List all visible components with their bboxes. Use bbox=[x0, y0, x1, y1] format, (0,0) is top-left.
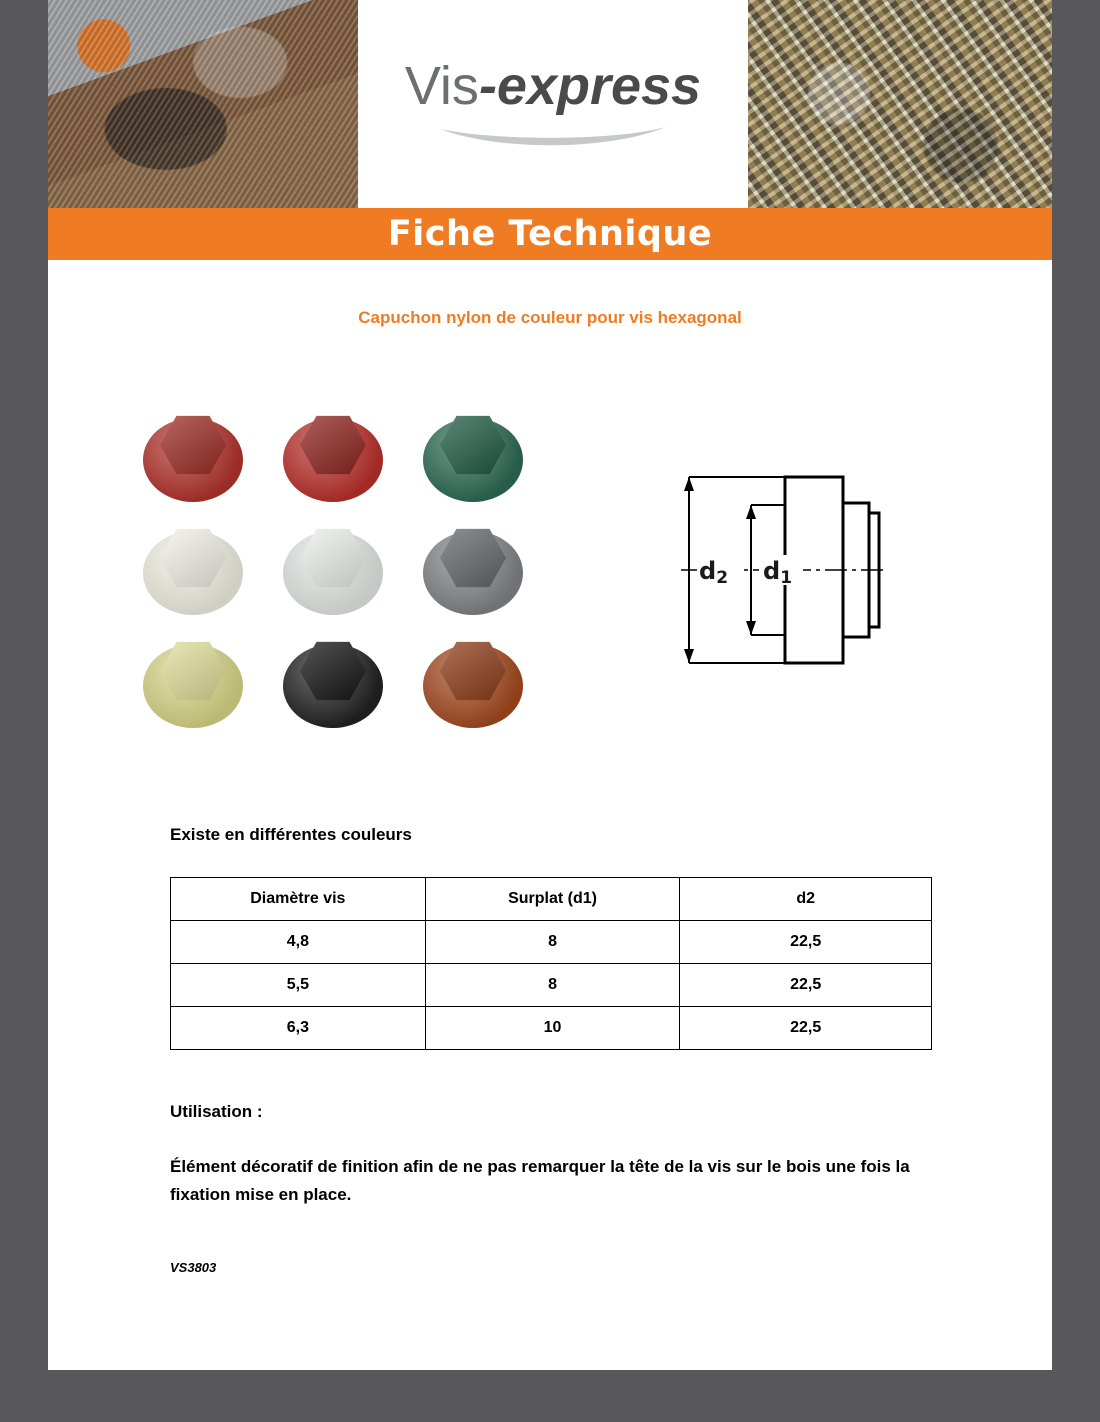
page-header bbox=[48, 0, 1052, 208]
cap-beige bbox=[143, 636, 243, 730]
table-header-cell: Diamètre vis bbox=[171, 878, 426, 921]
table-cell: 22,5 bbox=[680, 964, 932, 1007]
cap-grey bbox=[423, 523, 523, 617]
table-cell: 10 bbox=[425, 1007, 680, 1050]
technical-drawing bbox=[673, 465, 923, 675]
cap-brown bbox=[423, 636, 523, 730]
table-cell: 6,3 bbox=[171, 1007, 426, 1050]
table-cell: 8 bbox=[425, 921, 680, 964]
cap-light-grey bbox=[283, 523, 383, 617]
colors-note: Existe en différentes couleurs bbox=[170, 825, 412, 844]
usage-label: Utilisation : bbox=[170, 1102, 263, 1121]
banner-title: Fiche Technique bbox=[387, 214, 713, 254]
drawing-label-d2: d2 bbox=[699, 557, 729, 588]
logo-text-vis: Vis bbox=[404, 56, 479, 116]
right-side-bar bbox=[1052, 0, 1100, 1422]
left-side-bar bbox=[0, 0, 48, 1422]
table-row bbox=[171, 1007, 932, 1050]
table-header-cell: d2 bbox=[680, 878, 932, 921]
cap-black bbox=[283, 636, 383, 730]
table-cell: 22,5 bbox=[680, 1007, 932, 1050]
drawing-label-d1: d1 bbox=[763, 557, 793, 588]
footer-bar bbox=[0, 1370, 1100, 1422]
table-header-row bbox=[171, 878, 932, 921]
table-cell: 22,5 bbox=[680, 921, 932, 964]
table-cell: 4,8 bbox=[171, 921, 426, 964]
table-cell: 5,5 bbox=[171, 964, 426, 1007]
banner bbox=[48, 208, 1052, 260]
page-content bbox=[48, 260, 1052, 1360]
cap-red-dark bbox=[143, 410, 243, 504]
table-header-cell: Surplat (d1) bbox=[425, 878, 680, 921]
screws-photo bbox=[748, 0, 1052, 208]
table-cell: 8 bbox=[425, 964, 680, 1007]
cap-white bbox=[143, 523, 243, 617]
product-image-caps bbox=[143, 410, 543, 730]
product-title: Capuchon nylon de couleur pour vis hexagonal bbox=[358, 308, 742, 327]
specifications-table bbox=[170, 877, 932, 1050]
reference-code: VS3803 bbox=[170, 1260, 217, 1275]
logo-text-express: -express bbox=[478, 56, 702, 116]
usage-description: Élément décoratif de finition afin de ne pas remarquer la tête de la vis sur le bois une fois la fixation mise en place. bbox=[170, 1157, 910, 1205]
brand-logo bbox=[358, 0, 748, 208]
logo-swoosh-icon bbox=[438, 123, 668, 149]
footer-gap bbox=[48, 1360, 1052, 1370]
cap-red bbox=[283, 410, 383, 504]
table-row bbox=[171, 921, 932, 964]
cap-green bbox=[423, 410, 523, 504]
table-row bbox=[171, 964, 932, 1007]
workshop-photo bbox=[48, 0, 358, 208]
